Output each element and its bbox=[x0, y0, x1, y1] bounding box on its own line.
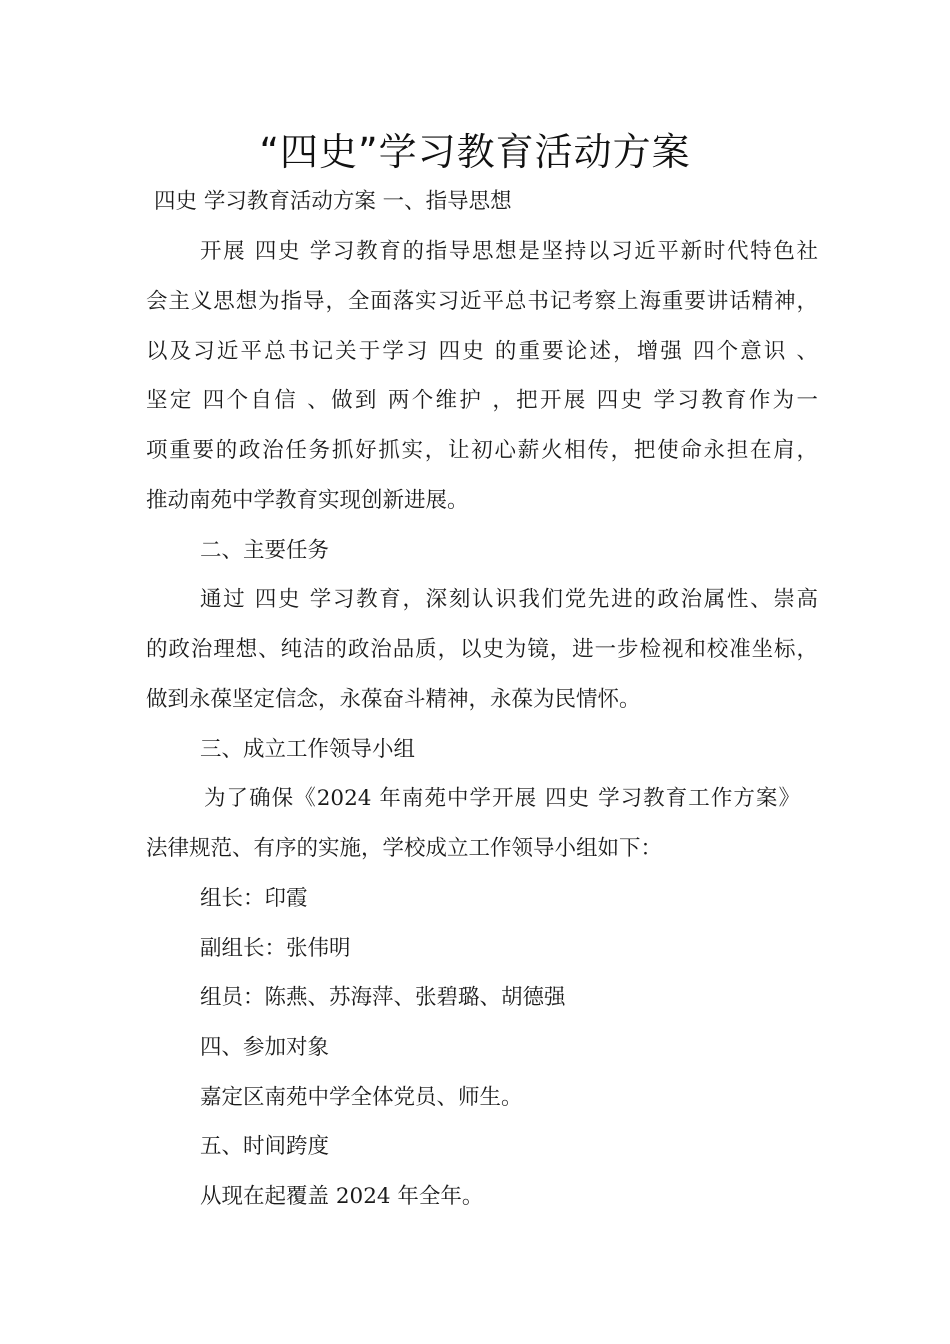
section3-line-1: 为了确保《2024 年南苑中学开展 四史 学习教育工作方案》 bbox=[204, 786, 800, 811]
section3-line-2: 法律规范、有序的实施，学校成立工作领导小组如下： bbox=[146, 836, 663, 861]
leader-line: 组长：印霞 bbox=[200, 886, 308, 911]
section2-line-3: 做到永葆坚定信念，永葆奋斗精神，永葆为民情怀。 bbox=[146, 687, 641, 712]
section1-line-6: 推动南苑中学教育实现创新进展。 bbox=[146, 488, 469, 513]
deputy-leader-line: 副组长：张伟明 bbox=[200, 936, 351, 961]
section5-text: 从现在起覆盖 2024 年全年。 bbox=[200, 1184, 484, 1209]
subtitle-line: 四史 学习教育活动方案 一、指导思想 bbox=[154, 189, 512, 214]
section1-line-4: 坚定 四个自信 、做到 两个维护 ，把开展 四史 学习教育作为一 bbox=[146, 388, 818, 413]
section1-line-5: 项重要的政治任务抓好抓实，让初心薪火相传，把使命永担在肩， bbox=[146, 438, 818, 463]
section1-line-2: 会主义思想为指导，全面落实习近平总书记考察上海重要讲话精神， bbox=[146, 289, 818, 314]
section1-line-1: 开展 四史 学习教育的指导思想是坚持以习近平新时代特色社 bbox=[200, 239, 818, 264]
section4-text: 嘉定区南苑中学全体党员、师生。 bbox=[200, 1085, 523, 1110]
members-line: 组员：陈燕、苏海萍、张碧璐、胡德强 bbox=[200, 985, 566, 1010]
section1-line-3: 以及习近平总书记关于学习 四史 的重要论述，增强 四个意识 、 bbox=[146, 339, 818, 364]
section5-heading: 五、时间跨度 bbox=[200, 1134, 330, 1159]
section2-line-2: 的政治理想、纯洁的政治品质，以史为镜，进一步检视和校准坐标， bbox=[146, 637, 818, 662]
section2-heading: 二、主要任务 bbox=[200, 538, 330, 563]
document-title: “四史”学习教育活动方案 bbox=[259, 130, 691, 174]
section2-line-1: 通过 四史 学习教育，深刻认识我们党先进的政治属性、崇高 bbox=[200, 587, 818, 612]
section3-heading: 三、成立工作领导小组 bbox=[200, 737, 416, 762]
section4-heading: 四、参加对象 bbox=[200, 1035, 330, 1060]
